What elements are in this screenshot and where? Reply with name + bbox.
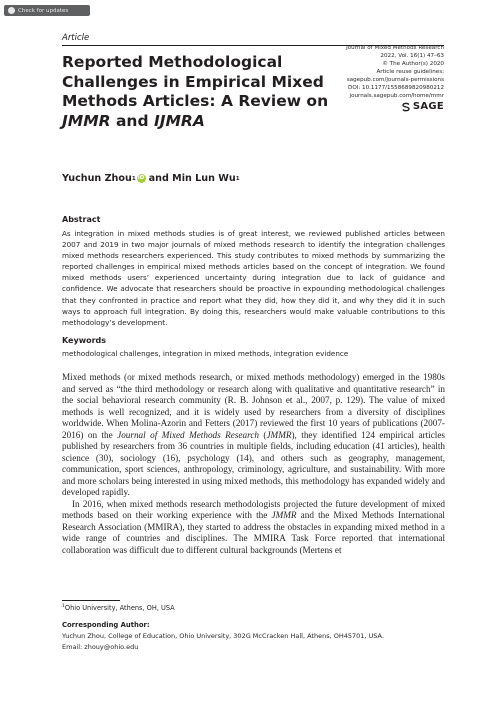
title-text: Reported Methodological Challenges in Empirical Mixed Methods Articles: A Review on xyxy=(62,53,329,110)
title-and: and xyxy=(110,111,154,130)
orcid-icon[interactable]: iD xyxy=(137,175,145,181)
title-jmmr: JMMR xyxy=(62,111,111,130)
abstract-heading: Abstract xyxy=(62,215,101,224)
body-p1-journal: Journal of Mixed Methods Research xyxy=(117,429,259,440)
body-paragraph-1 xyxy=(62,372,445,499)
author-affil-sup: 1 xyxy=(131,175,136,182)
check-updates-icon xyxy=(8,7,15,14)
permissions-link[interactable]: sagepub.com/journals-permissions xyxy=(346,77,444,83)
journal-copyright: © The Author(s) 2020 xyxy=(382,61,444,67)
body-paragraph-2 xyxy=(62,499,445,557)
keywords-heading: Keywords xyxy=(62,336,107,345)
body-p1-paren: ( xyxy=(259,429,267,440)
affil-sup: 1 xyxy=(62,604,65,609)
body-p2-text: In 2016, when mixed methods research methodologists projected the future development of mixed methods based on their working experience with the xyxy=(62,498,445,520)
affiliation-text: Ohio University, Athens, OH, USA xyxy=(64,604,175,612)
journal-name: Journal of Mixed Methods Research xyxy=(346,45,444,51)
footnote-rule xyxy=(62,600,120,601)
author-name-2[interactable]: and Min Lun Wu xyxy=(148,173,236,184)
body-text xyxy=(62,372,445,556)
journal-home-link[interactable]: journals.sagepub.com/home/mmr xyxy=(349,93,444,99)
journal-volume: 2022, Vol. 16(1) 47–63 xyxy=(380,53,444,59)
doi-link[interactable]: DOI: 10.1177/1558689820980212 xyxy=(348,85,444,91)
corresponding-email[interactable]: Email: zhouy@ohio.edu xyxy=(62,642,139,651)
sage-s-icon xyxy=(401,102,411,112)
body-p1-jmmr: JMMR xyxy=(266,429,292,440)
affiliation-footnote xyxy=(62,604,175,612)
corresponding-address: Yuchun Zhou, College of Education, Ohio University, 302G McCracken Hall, Athens, OH45701, USA. xyxy=(62,632,384,640)
corresponding-author-heading: Corresponding Author: xyxy=(62,621,150,629)
title-ijmra: IJMRA xyxy=(153,111,205,130)
sage-wordmark: SAGE xyxy=(412,101,444,112)
keywords-text: methodological challenges, integration in mixed methods, integration evidence xyxy=(62,349,349,358)
author-line xyxy=(62,173,240,184)
body-p1-text: Mixed methods (or mixed methods research, or mixed methods methodology) emerged in the 1980s and served as “the third methodology or research along with qualitative and quantitative research” in the social behavioral research community (R. B. Johnson et al., 2007, p. 129). The value of mixed methods is well recognized, and it is widely used by researchers from a diversity of disciplines worldwide. When Molina-Azorin and Fetters (2017) reviewed the first 10 years of publications (2007-2016) on the xyxy=(62,372,445,440)
abstract-text: As integration in mixed methods studies is of great interest, we reviewed published articles between 2007 and 2019 in two major journals of mixed methods research to identify the integration challenges mixed methods researchers experienced. This study contributes to mixed methods by summarizing the reported challenges in empirical mixed methods articles based on the concept of integration. We found mixed methods users’ experienced uncertainty during integration due to lack of guidance and confidence. We advocate that researchers should be proactive in expounding methodological challenges that they confronted in practice and report what they did, how they did it, and why they did it in such ways to approach full integration. By doing this, researchers would make valuable contributions to this methodology’s development. xyxy=(62,229,445,327)
article-type-label: Article xyxy=(62,33,90,43)
author2-affil-sup: 1 xyxy=(235,175,240,182)
author-name[interactable]: Yuchun Zhou xyxy=(62,173,132,184)
check-updates-label: Check for updates xyxy=(18,7,69,14)
body-p2-text-2: and the Mixed Methods International Research Association (MMIRA), they started to address the obstacles in expanding mixed method in a wide range of countries and disciplines. The MMIRA Task Force reported that international collaboration was difficult due to different cultural backgrounds (Mertens et xyxy=(62,510,445,555)
article-title xyxy=(62,53,332,131)
reuse-guidelines-label: Article reuse guidelines: xyxy=(376,69,444,75)
body-p2-jmmr: JMMR xyxy=(271,510,297,520)
sage-logo xyxy=(401,101,444,112)
check-for-updates-badge[interactable] xyxy=(4,5,90,16)
journal-info-block xyxy=(346,44,444,115)
corresponding-author-info xyxy=(62,631,384,652)
body-p1-text-2: ), they identified 124 empirical articles published by researchers from 36 countries in multiple fields, including education (41 articles), health science (30), sociology (16), psychology (14), and others such as geography, management, communication, sport sciences, anthropology, criminology, agriculture, and sustainability. With more and more scholars being interested in using mixed methods, this methodology has expanded widely and developed rapidly. xyxy=(62,429,445,497)
